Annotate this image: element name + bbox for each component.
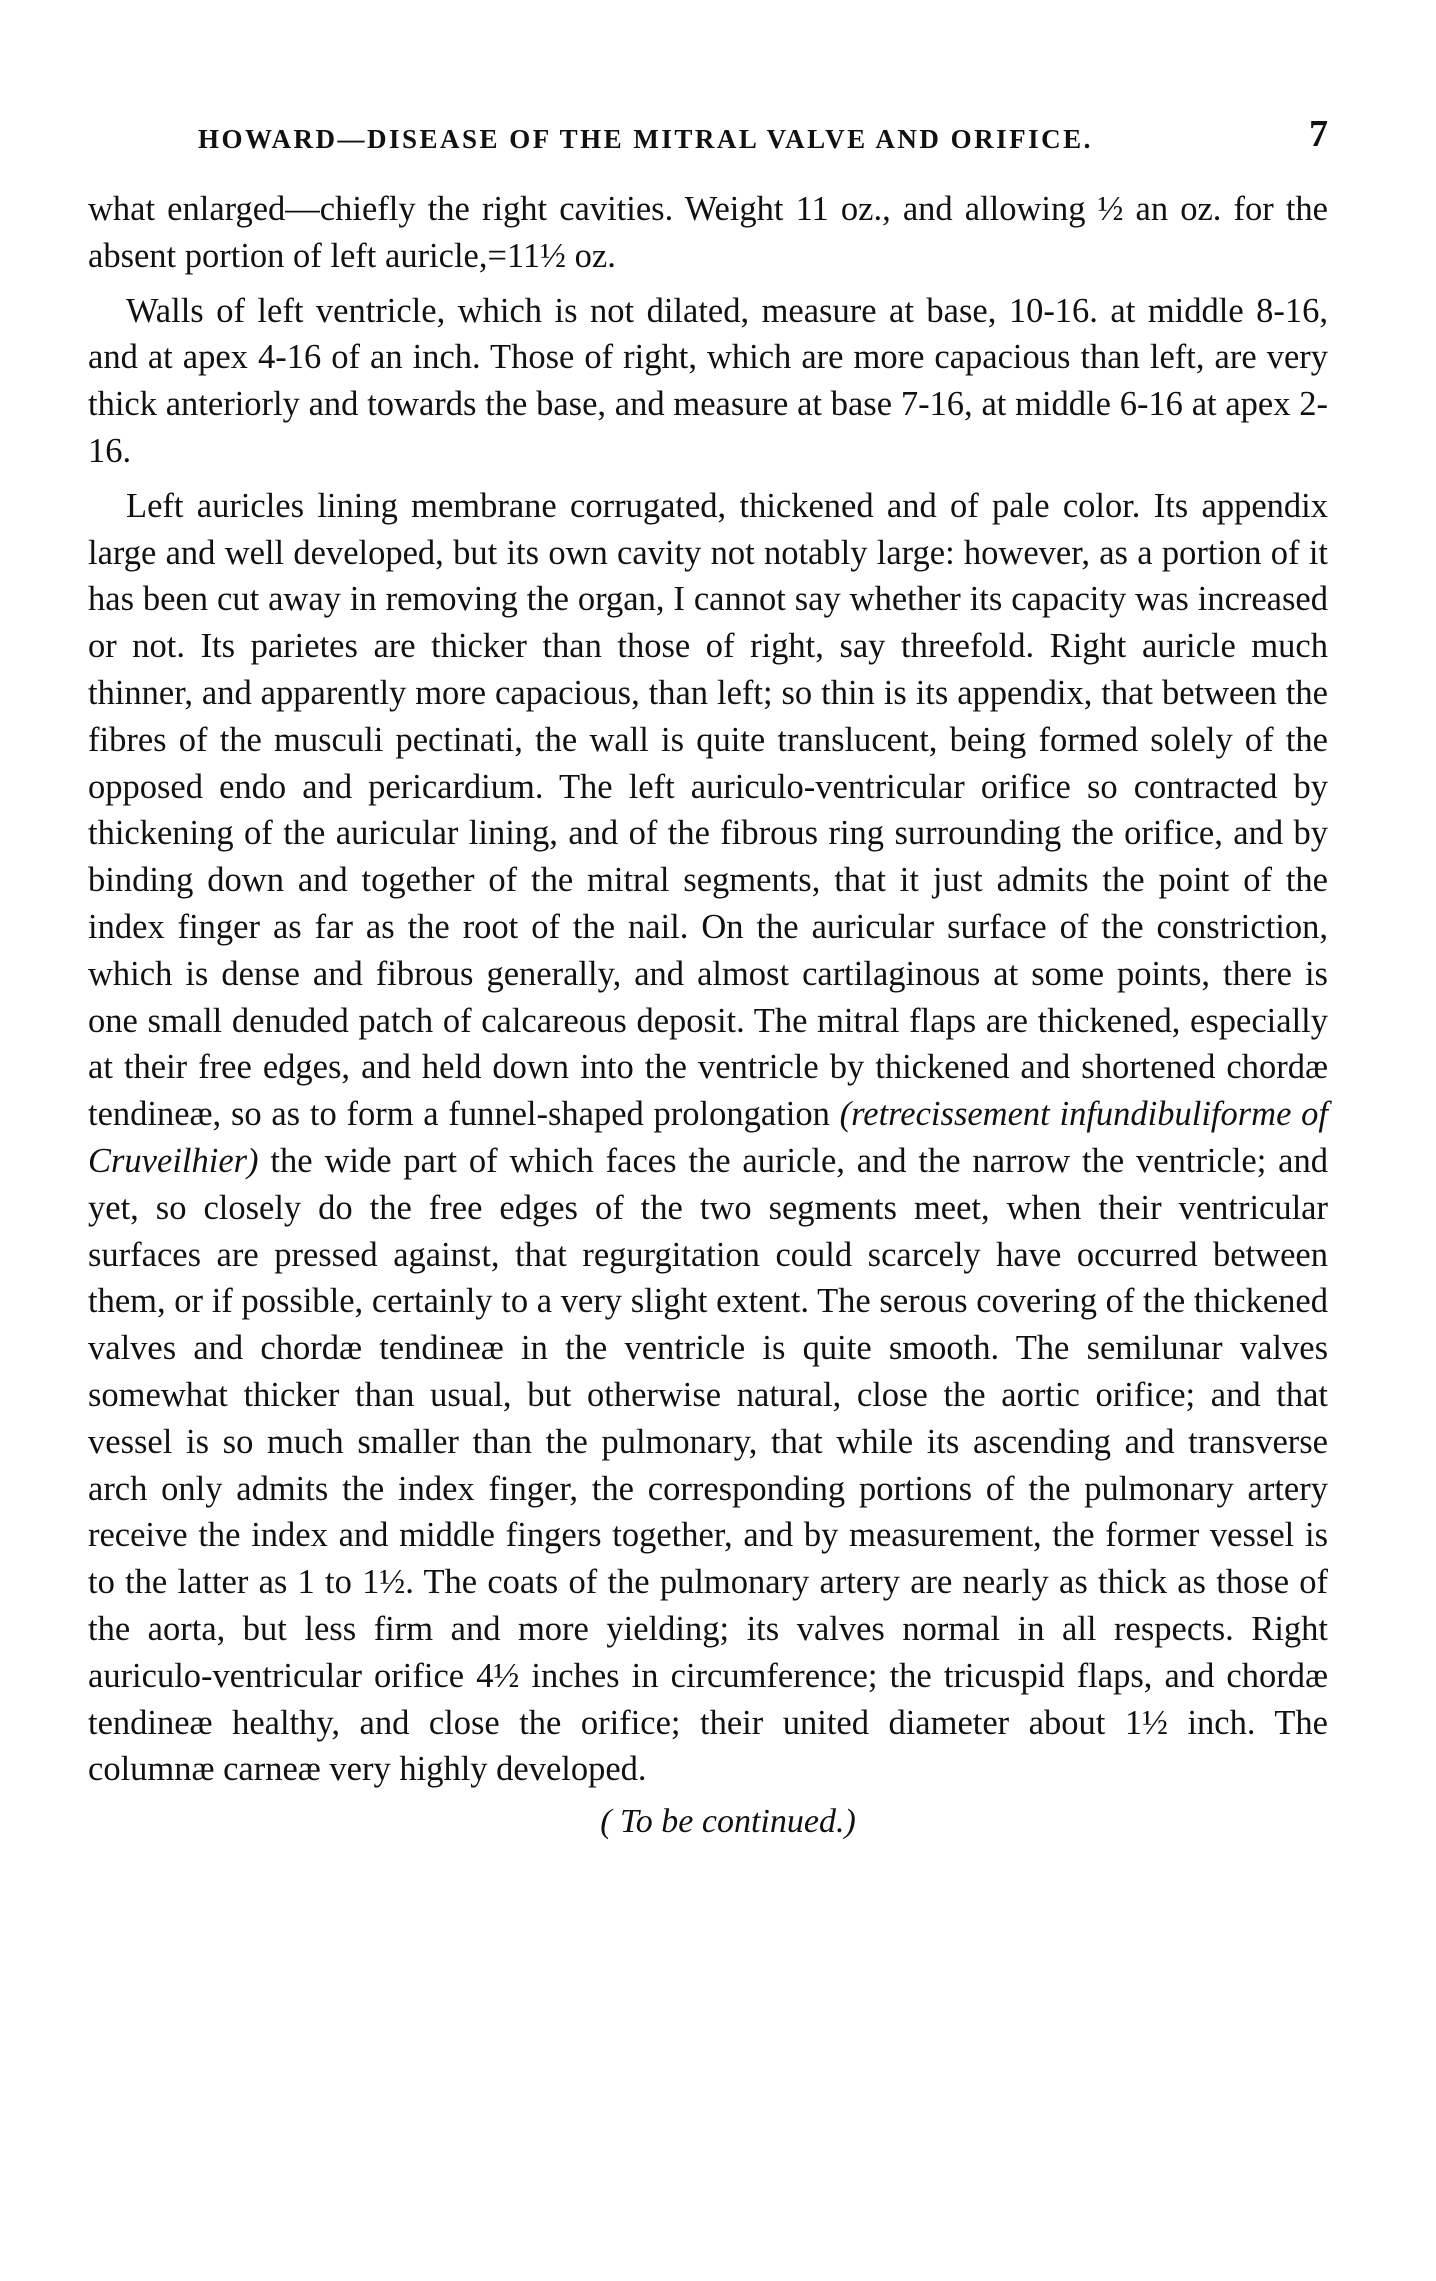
paragraph-3: [88, 483, 1328, 1793]
page: [88, 104, 1328, 1841]
page-number: 7: [1309, 113, 1328, 155]
article-body: [88, 186, 1328, 1793]
running-title: HOWARD—DISEASE OF THE MITRAL VALVE AND ORIFICE.: [198, 124, 1093, 154]
paragraph-3-text-before: Left auricles lining membrane corrugated, thickened and of pale color. Its appendix large and well developed, but its own cavity not notably large: however, as a portion of it has been cut away in removing the organ, I cannot say whether its capacity was increased or not. Its parietes are thicker than those of right, say threefold. Right auricle much thinner, and apparently more capacious, than left; so thin is its appendix, that between the fibres of the musculi pectinati, the wall is quite translucent, being formed solely of the opposed endo and pericardium. The left auriculo-ventricular orifice so contracted by thickening of the auricular lining, and of the fibrous ring surrounding the orifice, and by binding down and together of the mitral segments, that it just admits the point of the index finger as far as the root of the nail. On the auricular surface of the constriction, which is dense and fibrous generally, and almost cartilaginous at some points, there is one small denuded patch of calcareous deposit. The mitral flaps are thickened, especially at their free edges, and held down into the ventricle by thickened and shortened chordæ tendineæ, so as to form a funnel-shaped prolongation: [88, 486, 1328, 1134]
to-be-continued: ( To be continued.): [600, 1803, 856, 1841]
paragraph-3-italic-term: (retrecissement infundibuliforme of Cruveilhier): [88, 1095, 1329, 1180]
paragraph-3-text-after: the wide part of which faces the auricle, and the narrow the ventricle; and yet, so closely do the free edges of the two segments meet, when their ventricular surfaces are pressed against, that regurgitation could scarcely have occurred between them, or if possible, certainly to a very slight extent. The serous covering of the thickened valves and chordæ tendineæ in the ventricle is quite smooth. The semilunar valves somewhat thicker than usual, but otherwise natural, close the aortic orifice; and that vessel is so much smaller than the pulmonary, that while its ascending and transverse arch only admits the index finger, the corresponding portions of the pulmonary artery receive the index and middle fingers together, and by measurement, the former vessel is to the latter as 1 to 1½. The coats of the pulmonary artery are nearly as thick as those of the aorta, but less firm and more yielding; its valves normal in all respects. Right auriculo-ventricular orifice 4½ inches in circumference; the tricuspid flaps, and chordæ tendineæ healthy, and close the orifice; their united diameter about 1½ inch. The columnæ carneæ very highly developed.: [88, 1141, 1328, 1789]
paragraph-2: Walls of left ventricle, which is not dilated, measure at base, 10-16. at middle 8-16, and at apex 4-16 of an inch. Those of right, which are more capacious than left, are very thick anteriorly and towards the base, and measure at base 7-16, at middle 6-16 at apex 2-16.: [88, 291, 1328, 470]
paragraph-1: what enlarged—chiefly the right cavities. Weight 11 oz., and allowing ½ an oz. for the absent portion of left auricle,=11½ oz.: [88, 190, 1328, 275]
running-head: [88, 104, 1328, 164]
